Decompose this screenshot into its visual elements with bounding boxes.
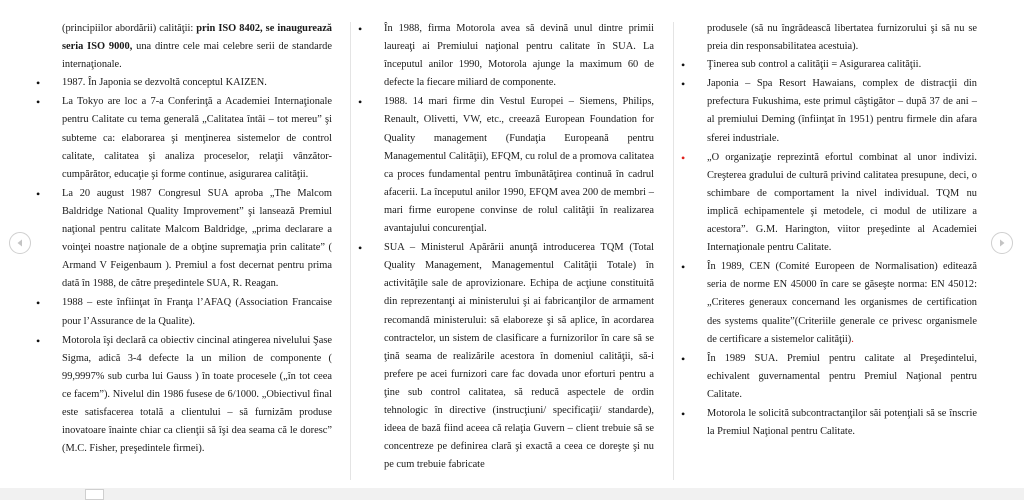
list-item: • La Tokyo are loc a 7-a Conferinţă a Academiei Internaţionale pentru Calitate cu tema generală „Calitatea întâi – tot mereu” şi subteme ca: elaborarea şi menţinerea sistemelor de control calitate, calitatea şi analiza proceselor, relaţii vânzător-cumpărător, educaţie şi forme continue, asigurarea calităţii. (62, 93, 332, 183)
bullet-list (62, 74, 332, 458)
list-item: • 1988. 14 mari firme din Vestul Europei – Siemens, Philips, Renault, Olivetti, VW, etc., creează European Foundation for Quality management (Fundaţia Europeană pentru Managementul Calităţii), EFQM, cu rolul de a promova calitatea ca proces fundamental pentru îmbunătăţirea continuă în cadrul afacerii. La începutul anilor 1990, EFQM avea 200 de membri – mari firme europene convinse de rolul calităţii în realizarea avantajului concurenţial. (384, 93, 654, 238)
red-period: . (851, 333, 854, 345)
list-item: • 1987. În Japonia se dezvoltă conceptul KAIZEN. (62, 74, 332, 92)
list-item-highlighted: • „O organizaţie reprezintă efortul combinat al unor indivizi. Creşterea gradului de cultură privind calitatea presupune, deci, o schimbare de comportament la nivel individual. TQM nu implică echipamentele şi metodele, ci modul de utilizare a acestora”. G.M. Harington, viitor preşedinte al Academiei Internaţionale pentru Calitate. (707, 149, 977, 258)
chevron-left-circle-icon (15, 238, 25, 248)
page-divider (673, 22, 674, 480)
page-column-3 (707, 20, 977, 442)
page-column-1 (62, 20, 332, 459)
bullet-list (707, 56, 977, 441)
page-divider (350, 22, 351, 480)
continuation-paragraph: produsele (să nu îngrădească libertatea furnizorului şi să nu se preia din responsabilitatea acestuia). (707, 23, 977, 53)
chevron-right-circle-icon (997, 238, 1007, 248)
list-item: • În 1989, CEN (Comité Europeen de Normalisation) editează seria de norme EN 45000 în care se găseşte norma: EN 45012: „Criteres generaux concernand les organismes de certification des systems qualite”(Criteriile generale ce privesc organismele de certificare a sistemelor calităţii). (707, 258, 977, 348)
list-item: • La 20 august 1987 Congresul SUA aproba „The Malcom Baldridge National Quality Improvement” şi lansează Premiul naţional pentru calitate Malcom Baldridge, „prima declarare a voinţei noastre naţionale de a obţine supremaţia prin calitate” ( Armand V Feigenbaum ). Premiul a fost decernat pentru prima dată în 1988, de către preşedintele SUA, R. Reagan. (62, 185, 332, 294)
page-column-2 (384, 20, 654, 475)
horizontal-scrollbar[interactable] (0, 488, 1024, 500)
list-item: • În 1989 SUA. Premiul pentru calitate al Preşedintelui, echivalent guvernamental pentru Premiul Naţional pentru Calitate. (707, 350, 977, 404)
bullet-list (384, 20, 654, 474)
scrollbar-thumb[interactable] (85, 489, 104, 500)
list-item: • 1988 – este înfiinţat în Franţa l’AFAQ (Association Francaise pour l’Assurance de la Qualite). (62, 294, 332, 330)
list-item: • Motorola le solicită subcontractanţilor săi potenţiali să se înscrie la Premiul Naţional pentru Calitate. (707, 405, 977, 441)
list-item: • Motorola îşi declară ca obiectiv cincinal atingerea nivelului Şase Sigma, adică 3-4 defecte la un milion de componente ( 99,9997% sub curba lui Gauss ) în toate procesele („în tot ceea ce facem”). Nivelul din 1986 fusese de 6/1000. „Obiectivul final este satisfacerea totală a clientului – să furnizăm produse inovatoare înainte chiar ca clienţii să îşi dea seama că le doresc” (M.C. Fisher, preşedintele firmei). (62, 332, 332, 459)
list-item: • Japonia – Spa Resort Hawaians, complex de distracţii din prefectura Fukushima, este primul câştigător – după 37 de ani – al premiului Deming (înfiinţat în 1951) pentru firmele din afara sferei industriale. (707, 75, 977, 147)
continuation-paragraph: (principiilor abordării) calităţii: prin ISO 8402, se inaugurează seria ISO 9000, una dintre cele mai celebre serii de standarde internaţionale. (62, 23, 332, 71)
list-item: • Ţinerea sub control a calităţii = Asigurarea calităţii. (707, 56, 977, 74)
next-page-button[interactable] (991, 232, 1013, 254)
bold-iso-text: prin ISO 8402, se inaugurează seria ISO 9000, (62, 23, 332, 53)
previous-page-button[interactable] (9, 232, 31, 254)
list-item: • SUA – Ministerul Apărării anunţă introducerea TQM (Total Quality Management, Managementul Calităţii Totale) în activităţile sale de aprovizionare. Echipa de acţiune constituită din reprezentanţi ai ministerului şi ai fabricanţilor de armament recomandă ministerului: să elaboreze şi să aplice, în acordarea contractelor, un sistem de clasificare a furnizorilor în care să se ţină seama de realizările acestora în domeniul calităţii, să-i prefere pe acei furnizori care fac dovada unor eforturi pentru a ţine sub control calitatea, să reducă aspectele de ordin tehnologic în directive (instrucţiuni/ specificaţii/ standarde), ideea de bază fiind aceea că relaţia Guvern – client trebuie să se concentreze pe definirea clară şi exactă a ceea ce doreşte şi nu pe cum trebuie fabricate (384, 239, 654, 474)
list-item: • În 1988, firma Motorola avea să devină unul dintre primii laureaţi ai Premiului naţional pentru calitate în SUA. La începutul anilor 1990, Motorola ajunge la maximum 60 de defecte la fiecare miliard de componente. (384, 20, 654, 92)
